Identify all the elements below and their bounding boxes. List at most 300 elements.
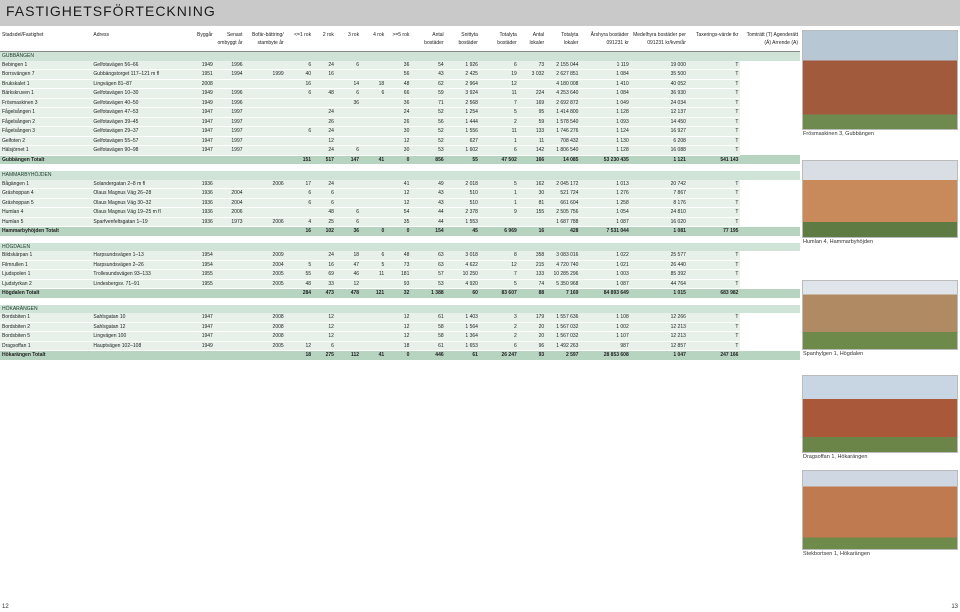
table-cell: 7 169	[546, 289, 580, 298]
table-cell: T	[688, 108, 741, 118]
table-cell	[336, 198, 361, 208]
table-cell: 1996	[215, 61, 245, 70]
table-cell: 2 425	[446, 70, 480, 80]
table-cell: 7 867	[631, 189, 688, 199]
table-cell: Gelfotavägen 40–50	[91, 98, 185, 108]
table-cell: 18	[286, 351, 313, 360]
table-cell: 12	[286, 341, 313, 351]
table-cell: T	[688, 341, 741, 351]
table-cell: 25	[313, 217, 336, 227]
table-cell	[245, 198, 286, 208]
table-cell: 2008	[185, 79, 215, 89]
table-cell: T	[688, 127, 741, 137]
table-cell: 54	[386, 208, 411, 218]
table-row	[0, 180, 800, 189]
table-cell: 47	[336, 260, 361, 270]
table-cell: 1 564	[446, 322, 480, 332]
table-row	[0, 270, 800, 280]
table-cell: Hälsjörnet 1	[0, 146, 91, 156]
table-cell: 12 266	[631, 313, 688, 322]
table-cell	[215, 313, 245, 322]
table-cell: 52	[411, 127, 445, 137]
column-header-tyl: Totalyta lokaler	[546, 31, 580, 52]
table-cell: 215	[519, 260, 546, 270]
table-cell: 6	[336, 146, 361, 156]
table-cell: 53	[411, 279, 445, 289]
table-cell: 683 982	[688, 289, 741, 298]
table-cell: 510	[446, 189, 480, 199]
photo-dragsoffan	[802, 375, 958, 453]
table-cell: 35	[386, 217, 411, 227]
group-heading	[0, 243, 800, 252]
table-cell	[361, 217, 386, 227]
table-cell: 3 083 016	[546, 251, 580, 260]
table-cell: 26 440	[631, 260, 688, 270]
table-cell: 1936	[185, 208, 215, 218]
table-cell: 84 893 649	[580, 289, 630, 298]
table-cell: 1947	[185, 313, 215, 322]
table-cell: 0	[361, 227, 386, 236]
table-cell: 2006	[245, 217, 286, 227]
group-heading	[0, 52, 800, 61]
table-cell: 41	[386, 180, 411, 189]
table-cell: 26 247	[480, 351, 519, 360]
table-cell	[286, 117, 313, 127]
photo-frosmaskinen	[802, 30, 958, 130]
table-cell: 61	[411, 313, 445, 322]
table-cell: 1999	[245, 70, 286, 80]
table-cell: 96	[519, 341, 546, 351]
table-cell	[361, 341, 386, 351]
table-cell: 32	[386, 289, 411, 298]
table-cell	[286, 322, 313, 332]
table-cell: 19 000	[631, 61, 688, 70]
table-cell: 1 015	[631, 289, 688, 298]
table-cell	[361, 136, 386, 146]
table-cell: 169	[519, 98, 546, 108]
table-cell: 478	[336, 289, 361, 298]
table-cell: 12	[313, 322, 336, 332]
table-cell: 1936	[185, 217, 215, 227]
table-cell: 43	[411, 189, 445, 199]
table-cell: 44	[411, 208, 445, 218]
table-cell: 1 022	[580, 251, 630, 260]
table-cell	[215, 341, 245, 351]
table-cell: 6	[286, 127, 313, 137]
table-cell: 24	[313, 146, 336, 156]
table-cell: 26	[386, 117, 411, 127]
table-cell: 1 084	[580, 89, 630, 99]
table-cell: 1 578 540	[546, 117, 580, 127]
table-cell: 275	[313, 351, 336, 360]
table-cell	[361, 279, 386, 289]
table-cell: 2006	[215, 208, 245, 218]
table-cell: 85 392	[631, 270, 688, 280]
table-cell: Fågelsången 1	[0, 108, 91, 118]
table-row	[0, 61, 800, 70]
table-cell: 60	[446, 289, 480, 298]
table-cell: 2009	[245, 251, 286, 260]
table-cell: 1 049	[580, 98, 630, 108]
photo-humlan	[802, 160, 958, 238]
table-cell: T	[688, 98, 741, 108]
table-cell: Harpsundsvägen 1–13	[91, 251, 185, 260]
table-cell: 284	[286, 289, 313, 298]
table-cell: 12	[313, 313, 336, 322]
table-cell	[245, 89, 286, 99]
table-cell: Lingvägen 100	[91, 332, 185, 342]
table-cell: 24 810	[631, 208, 688, 218]
table-cell	[336, 70, 361, 80]
table-cell	[215, 322, 245, 332]
table-cell: 40 052	[631, 79, 688, 89]
table-cell: 48	[313, 208, 336, 218]
table-cell: 8 176	[631, 198, 688, 208]
table-row	[0, 89, 800, 99]
table-cell: T	[688, 332, 741, 342]
table-cell: 49	[411, 180, 445, 189]
table-cell: 24 034	[631, 98, 688, 108]
photo-caption: Dragsoffan 1, Hökarängen	[803, 454, 868, 460]
table-cell: 24	[313, 61, 336, 70]
table-cell: 16 088	[631, 146, 688, 156]
table-cell: 6	[480, 61, 519, 70]
table-cell: 25 577	[631, 251, 688, 260]
table-cell: 45	[446, 227, 480, 236]
table-cell	[245, 351, 286, 360]
table-cell	[215, 180, 245, 189]
table-cell	[215, 227, 245, 236]
table-cell: 30	[519, 189, 546, 199]
table-cell: Hökarängen Totalt	[0, 351, 91, 360]
table-cell: 20	[519, 322, 546, 332]
table-cell	[740, 289, 800, 298]
page-title: FASTIGHETSFÖRTECKNING	[6, 3, 216, 19]
table-cell: 166	[519, 155, 546, 164]
table-cell	[215, 289, 245, 298]
group-name: HAMMARBYHÖJDEN	[0, 171, 800, 180]
table-cell: 1 087	[580, 279, 630, 289]
total-row	[0, 289, 800, 298]
table-cell: 12	[386, 189, 411, 199]
table-cell: 5 350 968	[546, 279, 580, 289]
table-cell: 2004	[245, 260, 286, 270]
column-header-lok: Antal lokaler	[519, 31, 546, 52]
table-cell: 1 124	[580, 127, 630, 137]
table-cell: 358	[519, 251, 546, 260]
table-cell: 2 505 756	[546, 208, 580, 218]
table-cell: 1947	[185, 322, 215, 332]
table-cell	[740, 351, 800, 360]
table-cell	[313, 98, 336, 108]
table-cell: 133	[519, 270, 546, 280]
table-cell: 36	[386, 98, 411, 108]
table-cell: Lingvägen 81–87	[91, 79, 185, 89]
table-cell: 1997	[215, 136, 245, 146]
table-cell: 74	[519, 279, 546, 289]
table-cell: 7	[480, 98, 519, 108]
table-cell: 12	[480, 260, 519, 270]
table-cell: 24	[386, 108, 411, 118]
table-cell	[740, 155, 800, 164]
table-cell: 16 927	[631, 127, 688, 137]
table-row	[0, 279, 800, 289]
table-cell: 2006	[245, 180, 286, 189]
table-cell: Solandergatan 2–8 m fl	[91, 180, 185, 189]
table-cell: 2004	[215, 198, 245, 208]
table-cell: 3 018	[446, 251, 480, 260]
table-cell: 1 107	[580, 332, 630, 342]
table-cell: Filmrullen 1	[0, 260, 91, 270]
table-cell	[361, 313, 386, 322]
table-cell: 1 084	[580, 70, 630, 80]
column-header-r5: >=5 rok	[386, 31, 411, 52]
table-cell: Bildskärpan 1	[0, 251, 91, 260]
table-cell: 5	[286, 260, 313, 270]
table-cell: 30	[386, 127, 411, 137]
table-cell: 14 450	[631, 117, 688, 127]
table-cell: 1949	[185, 98, 215, 108]
table-cell: 54	[411, 61, 445, 70]
table-cell: 11	[519, 136, 546, 146]
table-cell: 56	[411, 117, 445, 127]
table-cell: 93	[519, 351, 546, 360]
table-cell: 20	[519, 332, 546, 342]
table-cell	[361, 198, 386, 208]
table-cell: Olaus Magnus Väg 30–32	[91, 198, 185, 208]
table-cell	[91, 227, 185, 236]
table-cell: 2008	[245, 332, 286, 342]
table-cell: 53 230 435	[580, 155, 630, 164]
table-cell: Ljudstyrkan 2	[0, 279, 91, 289]
group-heading	[0, 171, 800, 180]
table-cell	[215, 260, 245, 270]
table-cell: 16	[313, 70, 336, 80]
table-cell: 0	[386, 155, 411, 164]
table-cell	[361, 98, 386, 108]
table-cell: 987	[580, 341, 630, 351]
table-row	[0, 117, 800, 127]
table-cell	[286, 136, 313, 146]
table-cell: 2005	[245, 270, 286, 280]
table-cell: 62	[411, 79, 445, 89]
table-cell: 1 926	[446, 61, 480, 70]
group-spacer	[0, 236, 800, 243]
table-cell	[286, 108, 313, 118]
spacer-cell	[0, 164, 800, 171]
table-cell: 48	[313, 89, 336, 99]
table-cell: 1 254	[446, 108, 480, 118]
table-cell: 1936	[185, 189, 215, 199]
table-cell: 19	[480, 70, 519, 80]
table-row	[0, 260, 800, 270]
table-cell: 627	[446, 136, 480, 146]
table-cell	[361, 127, 386, 137]
table-cell: 12 213	[631, 322, 688, 332]
table-cell: 3 032	[519, 70, 546, 80]
table-cell: 83 607	[480, 289, 519, 298]
table-cell: 16 020	[631, 217, 688, 227]
table-cell: T	[688, 189, 741, 199]
table-cell	[245, 117, 286, 127]
table-cell	[215, 279, 245, 289]
table-cell: 12	[386, 313, 411, 322]
table-cell	[286, 313, 313, 322]
table-cell	[215, 332, 245, 342]
table-cell	[245, 189, 286, 199]
table-cell: Fågelsången 2	[0, 117, 91, 127]
table-cell: 14 085	[546, 155, 580, 164]
property-table	[0, 31, 800, 360]
table-row	[0, 208, 800, 218]
table-cell: 40	[286, 70, 313, 80]
table-cell	[91, 155, 185, 164]
table-cell: 12 857	[631, 341, 688, 351]
table-cell: Hauptvägen 102–108	[91, 341, 185, 351]
total-row	[0, 351, 800, 360]
table-cell: 6	[480, 341, 519, 351]
table-cell	[336, 322, 361, 332]
table-cell	[245, 146, 286, 156]
table-cell: 510	[446, 198, 480, 208]
table-cell: 93	[386, 279, 411, 289]
table-cell: T	[688, 117, 741, 127]
table-cell: 473	[313, 289, 336, 298]
column-header-antal: Antal bostäder	[411, 31, 445, 52]
column-header-tomt: Tomträtt (T) Agenderätt (Ä) Arrende (A)	[740, 31, 800, 52]
table-cell: 1 687 788	[546, 217, 580, 227]
table-cell: 2 627 851	[546, 70, 580, 80]
column-header-r3: 3 rok	[336, 31, 361, 52]
table-cell: Gubbängstorget 117–121 m fl	[91, 70, 185, 80]
table-cell: 1947	[185, 332, 215, 342]
table-cell: 1949	[185, 89, 215, 99]
page-number-right: 13	[951, 604, 958, 610]
table-cell: T	[688, 313, 741, 322]
table-cell: Bågängen 1	[0, 180, 91, 189]
table-cell: 162	[519, 180, 546, 189]
table-cell: 6	[286, 198, 313, 208]
table-row	[0, 322, 800, 332]
table-cell	[245, 227, 286, 236]
table-cell: 10 285 296	[546, 270, 580, 280]
table-cell: 4 622	[446, 260, 480, 270]
table-cell: 14	[336, 79, 361, 89]
table-cell: 16	[286, 79, 313, 89]
table-cell: 1 444	[446, 117, 480, 127]
table-cell: 2	[480, 117, 519, 127]
table-cell: 112	[336, 351, 361, 360]
table-cell: 12	[313, 332, 336, 342]
table-cell: 43	[411, 198, 445, 208]
table-cell: 6	[336, 89, 361, 99]
photo-caption: Frösmaskinen 3, Gubbängen	[803, 131, 874, 137]
table-row	[0, 108, 800, 118]
table-cell	[286, 98, 313, 108]
table-cell: 6	[361, 251, 386, 260]
table-cell	[286, 146, 313, 156]
table-cell: 1 414 800	[546, 108, 580, 118]
table-cell: 0	[386, 351, 411, 360]
column-header-snitt: Snittyta bostäder	[446, 31, 480, 52]
table-cell: 58	[411, 332, 445, 342]
table-cell: 3 924	[446, 89, 480, 99]
table-cell: 48	[286, 279, 313, 289]
table-cell	[519, 217, 546, 227]
table-cell: 2005	[245, 341, 286, 351]
table-cell: 18	[336, 251, 361, 260]
table-cell: 77 195	[688, 227, 741, 236]
table-cell: 1 492 263	[546, 341, 580, 351]
table-cell: 46	[336, 270, 361, 280]
table-cell: 1	[480, 136, 519, 146]
table-cell	[215, 79, 245, 89]
table-cell: Gräshoppan 4	[0, 189, 91, 199]
table-cell: 2 964	[446, 79, 480, 89]
table-cell: 6	[286, 61, 313, 70]
table-cell: 12	[386, 322, 411, 332]
table-cell	[361, 117, 386, 127]
table-row	[0, 251, 800, 260]
table-cell: 1 021	[580, 260, 630, 270]
table-cell: 61	[411, 341, 445, 351]
table-cell: 66	[386, 89, 411, 99]
table-cell: 28 853 608	[580, 351, 630, 360]
table-cell	[740, 227, 800, 236]
table-cell: 4 920	[446, 279, 480, 289]
table-cell: T	[688, 180, 741, 189]
table-cell: 1947	[185, 108, 215, 118]
table-cell: 1955	[185, 270, 215, 280]
table-row	[0, 189, 800, 199]
table-cell	[336, 136, 361, 146]
table-cell: 1 128	[580, 108, 630, 118]
table-cell: 1 557 636	[546, 313, 580, 322]
table-cell	[519, 79, 546, 89]
table-cell: 1 403	[446, 313, 480, 322]
table-cell: 6	[361, 89, 386, 99]
table-cell: T	[688, 146, 741, 156]
table-cell	[361, 332, 386, 342]
table-cell	[361, 208, 386, 218]
photo-spanhylgen	[802, 280, 958, 350]
table-cell	[245, 98, 286, 108]
table-cell: Lindesbergsv. 71–91	[91, 279, 185, 289]
table-cell: 1936	[185, 180, 215, 189]
table-cell: Gelfotavägen 29–37	[91, 127, 185, 137]
table-cell: 428	[546, 227, 580, 236]
table-cell: 6 969	[480, 227, 519, 236]
table-cell: 1 013	[580, 180, 630, 189]
table-cell: 6	[313, 341, 336, 351]
table-cell	[336, 313, 361, 322]
table-cell: 56	[386, 70, 411, 80]
table-cell: 24	[313, 127, 336, 137]
table-cell: 856	[411, 155, 445, 164]
table-cell: 4 253 640	[546, 89, 580, 99]
table-cell: Humlan 4	[0, 208, 91, 218]
table-cell	[313, 79, 336, 89]
table-cell: 1947	[185, 117, 215, 127]
table-cell: Ljudspolen 1	[0, 270, 91, 280]
column-header-renov: Senast ombyggt år	[215, 31, 245, 52]
table-cell: Brukskalet 1	[0, 79, 91, 89]
table-cell: 2 568	[446, 98, 480, 108]
table-cell: T	[688, 136, 741, 146]
table-cell: 1 746 276	[546, 127, 580, 137]
table-cell: 1936	[185, 198, 215, 208]
table-cell: 18	[386, 341, 411, 351]
